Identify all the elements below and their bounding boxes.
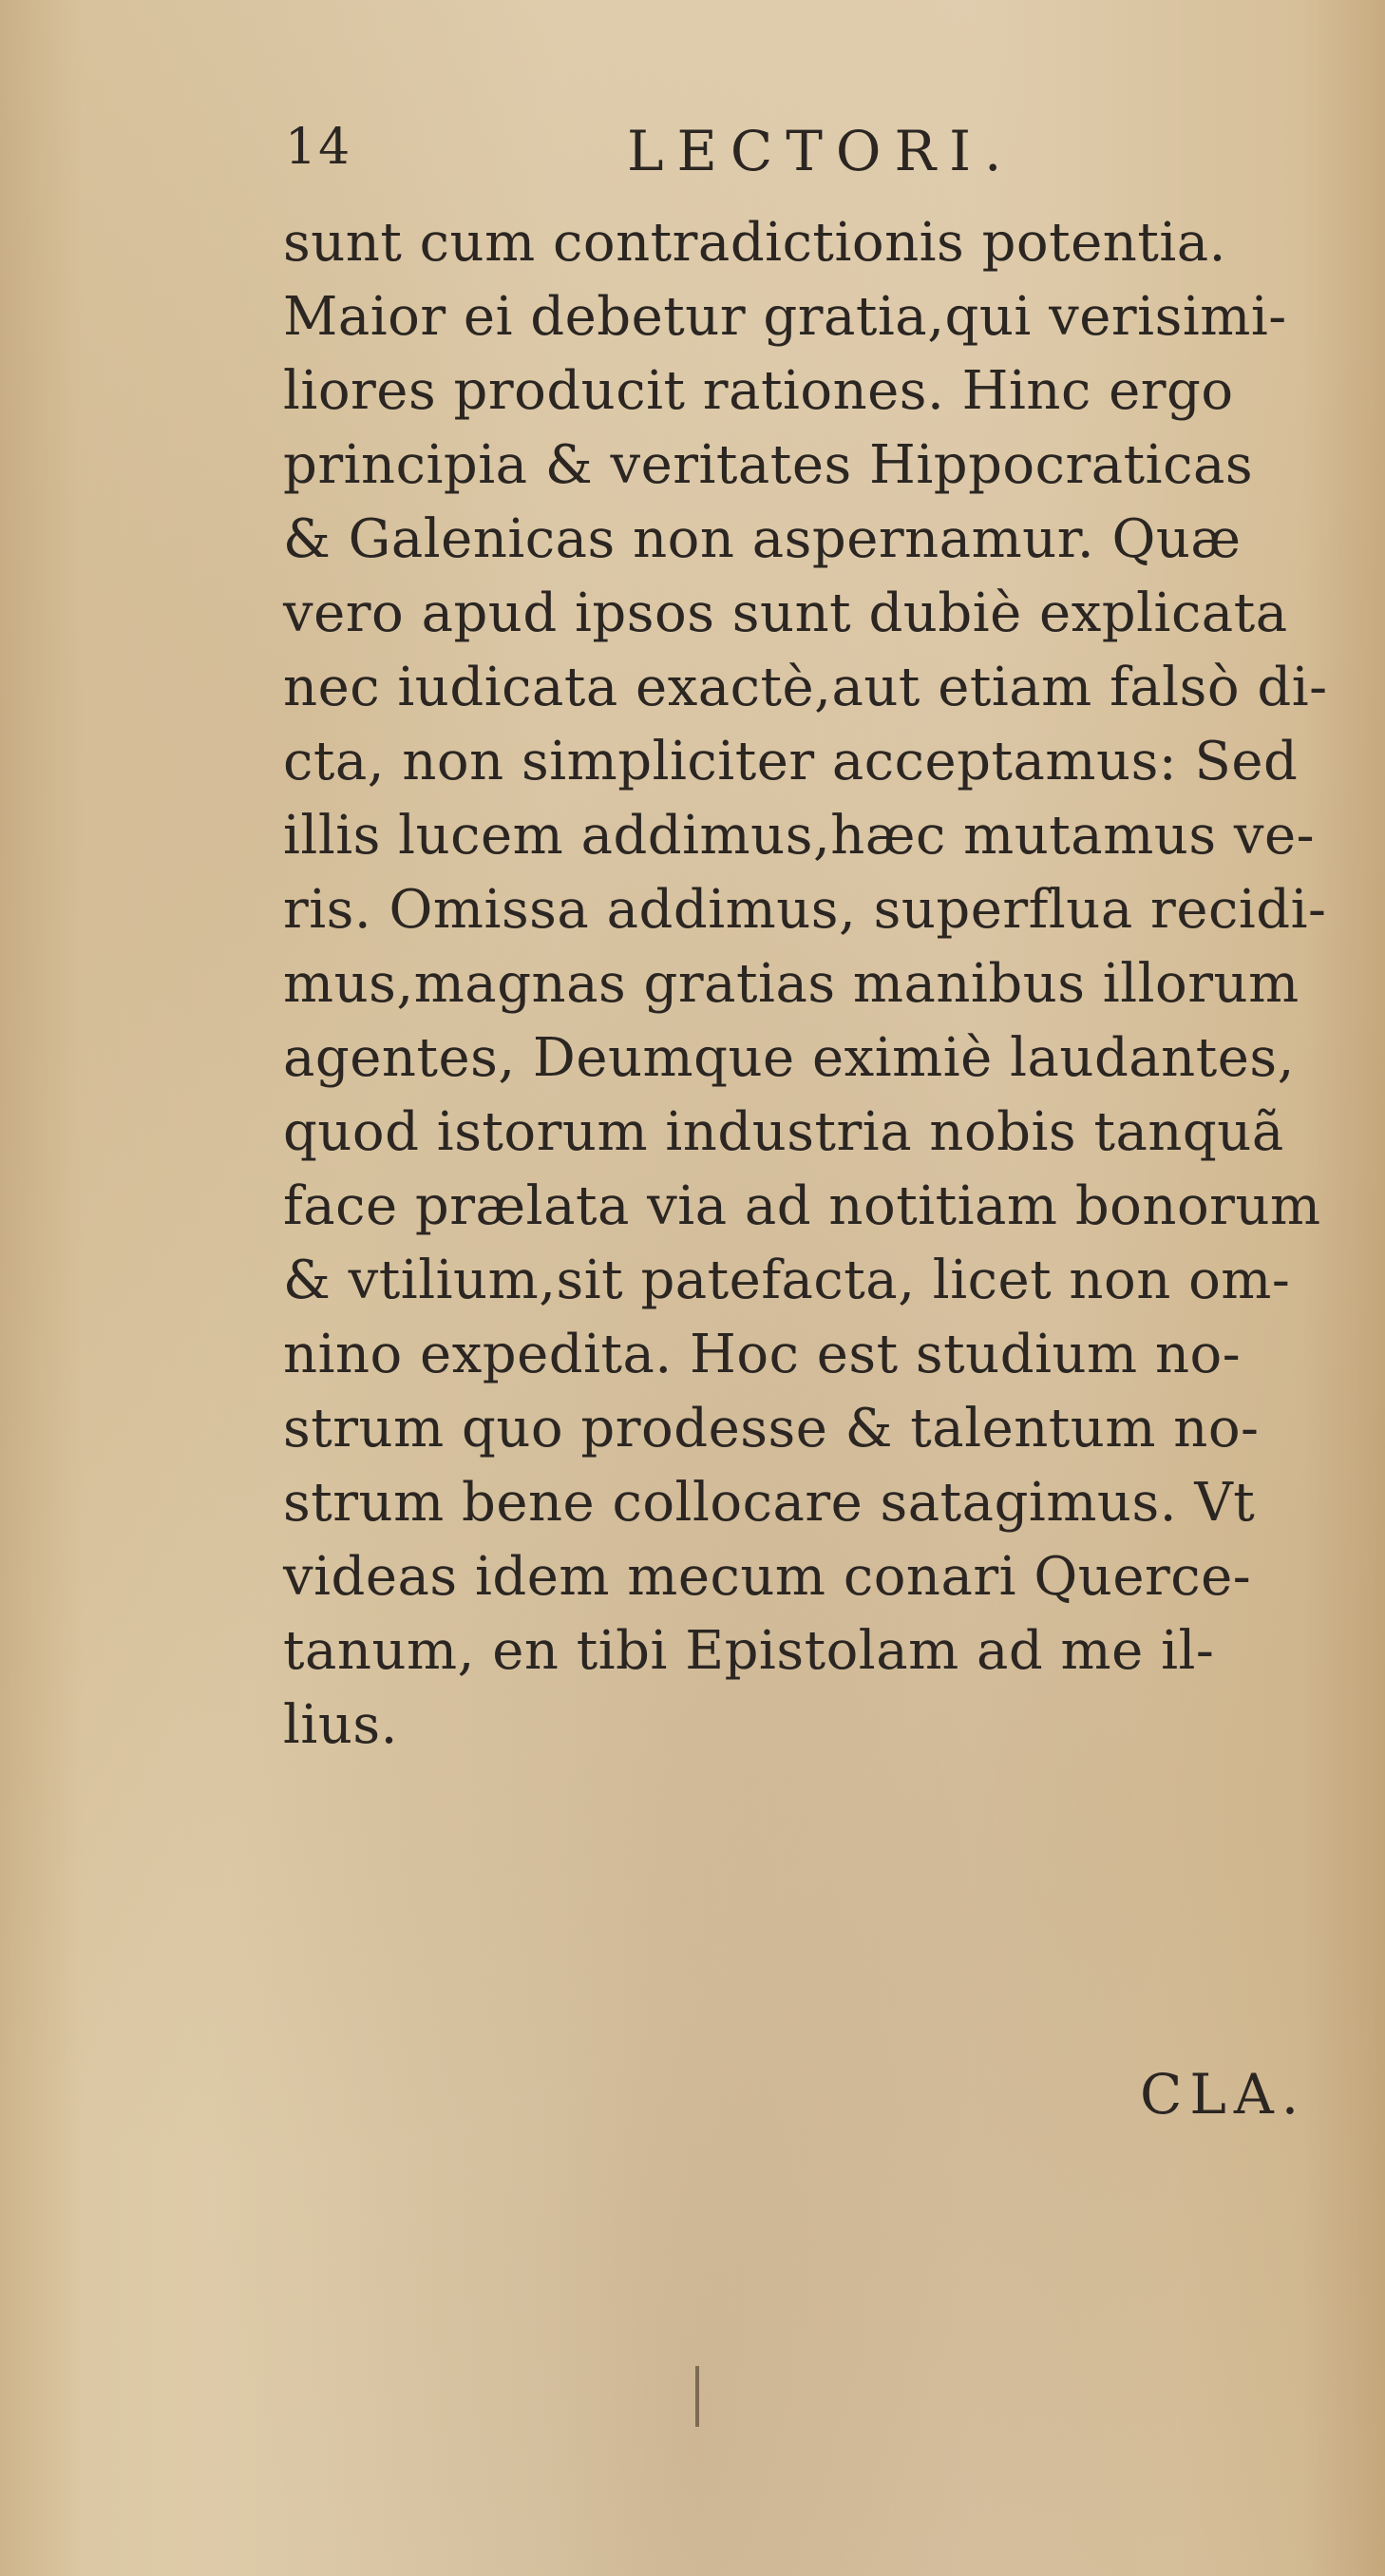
text-line: quod istorum industria nobis tanquã [283,1101,1284,1163]
text-line: vero apud ipsos sunt dubiè explicata [283,582,1288,644]
page-header [285,119,1064,195]
text-line: face prælata via ad notitiam bonorum [283,1175,1321,1237]
text-line: & vtilium,sit patefacta, licet non om- [283,1250,1291,1311]
text-line: Maior ei debetur gratia,qui verisimi- [283,286,1287,348]
text-line: cta, non simpliciter acceptamus: Sed [283,731,1299,792]
text-line: tanum, en tibi Epistolam ad me il- [283,1620,1215,1682]
printer-mark [695,2366,699,2427]
text-line: sunt cum contradictionis potentia. [283,212,1226,274]
text-line: strum quo prodesse & talentum no- [283,1398,1260,1460]
text-line: mus,magnas gratias manibus illorum [283,953,1300,1015]
text-line: agentes, Deumque eximiè laudantes, [283,1027,1295,1089]
text-line: principia & veritates Hippocraticas [283,434,1254,496]
text-line: ris. Omissa addimus, superflua recidi- [283,879,1327,941]
text-line: illis lucem addimus,hæc mutamus ve- [283,805,1316,867]
text-line: liores producit rationes. Hinc ergo [283,360,1234,422]
body-text [283,206,1366,1763]
text-line: lius. [283,1694,398,1756]
text-line: videas idem mecum conari Querce- [283,1546,1252,1608]
catchword: CLA. [1140,2062,1307,2127]
text-line: nec iudicata exactè,aut etiam falsò di- [283,657,1328,718]
page-number: 14 [285,119,352,176]
text-line: nino expedita. Hoc est studium no- [283,1324,1242,1385]
text-line: strum bene collocare satagimus. Vt [283,1472,1256,1534]
running-head: LECTORI. [627,119,1015,183]
text-line: & Galenicas non aspernamur. Quæ [283,508,1242,570]
